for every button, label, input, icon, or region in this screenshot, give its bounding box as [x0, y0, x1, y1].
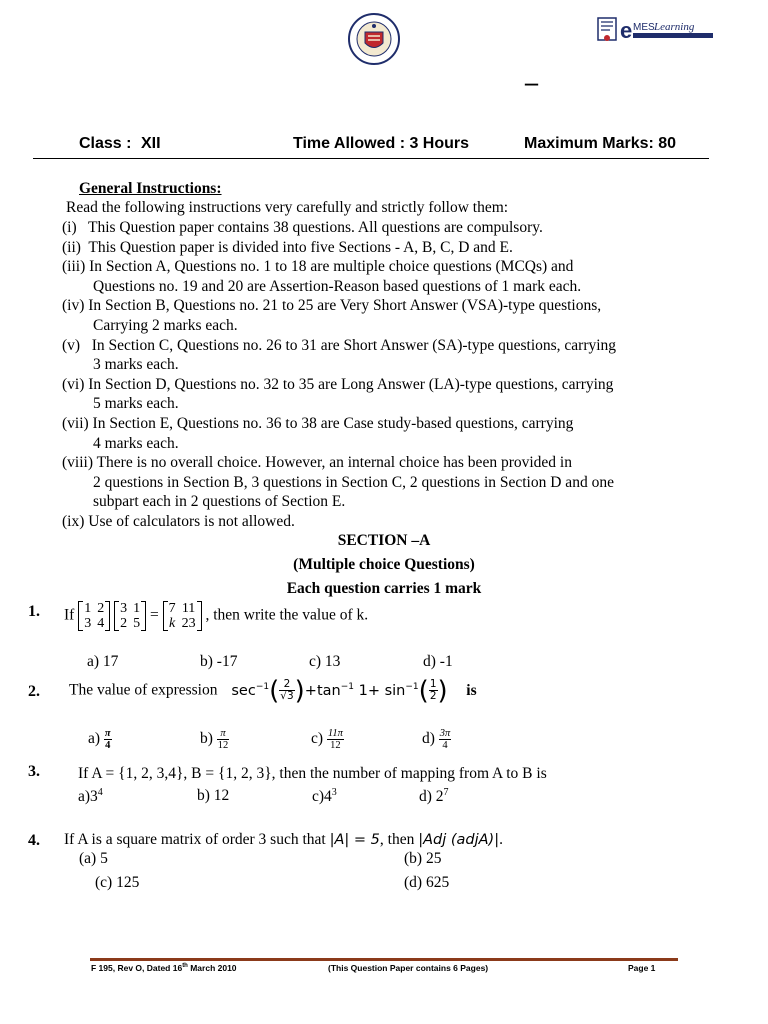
question-1-text — [64, 601, 368, 631]
question-number: 3. — [28, 763, 40, 780]
matrix-cell: k — [168, 616, 176, 631]
fraction-den: 4 — [105, 740, 111, 751]
left-paren: ( — [269, 675, 280, 706]
question-4-end: . — [499, 831, 503, 848]
inverse-superscript: −1 — [255, 681, 270, 692]
maximum-marks: Maximum Marks: 80 — [524, 135, 677, 152]
matrix-cell: 4 — [97, 616, 105, 631]
section-note: Each question carries 1 mark — [286, 580, 482, 597]
option-label: b) — [200, 730, 213, 748]
footer-page-count: (This Question Paper contains 6 Pages) — [328, 963, 489, 973]
question-1-prefix: If — [64, 606, 75, 624]
svg-text:e: e — [620, 18, 633, 43]
fraction — [217, 728, 230, 751]
question-1-suffix: , then write the value of k. — [205, 606, 369, 624]
section-subtitle: (Multiple choice Questions) — [293, 556, 475, 573]
matrix-a — [78, 601, 110, 631]
option-b: (b) 25 — [404, 850, 442, 867]
option-label: c) — [311, 730, 324, 748]
question-number: 2. — [28, 683, 40, 700]
fraction-num: 1 — [429, 678, 437, 690]
option-a — [88, 728, 112, 751]
option-c: (c) 125 — [95, 874, 140, 891]
option-exponent: 7 — [443, 787, 449, 798]
instruction-item: 4 marks each. — [62, 435, 179, 452]
option-label: a) — [88, 730, 101, 748]
inverse-superscript: −1 — [405, 681, 419, 692]
footer-ref-date: March 2010 — [187, 963, 237, 973]
option-d — [419, 787, 449, 806]
tan-function: +tan — [304, 682, 341, 699]
option-d: d) -1 — [423, 653, 453, 670]
question-number: 1. — [28, 603, 40, 620]
question-4-mid: , then — [379, 831, 419, 848]
matrix-cell: 11 — [181, 601, 196, 616]
class-label: Class : — [79, 135, 132, 152]
option-exponent: 4 — [97, 787, 103, 798]
option-base: d) 2 — [419, 788, 444, 806]
fraction-den: 2 — [429, 690, 437, 702]
fraction-den: 4 — [442, 740, 448, 751]
instruction-item: (viii) There is no overall choice. However, an internal choice has been provided in — [62, 454, 572, 471]
question-3-text: If A = {1, 2, 3,4}, B = {1, 2, 3}, then the number of mapping from A to B is — [78, 765, 547, 782]
instruction-item: subpart each in 2 questions of Section E. — [62, 493, 346, 510]
option-base: c)4 — [312, 788, 332, 806]
matrix-cell: 5 — [133, 616, 141, 631]
matrix-c — [163, 601, 202, 631]
instruction-item: (iv) In Section B, Questions no. 21 to 25 are Very Short Answer (VSA)-type questions, — [62, 297, 602, 314]
sec-function: sec — [231, 682, 256, 699]
fraction-num: 2 — [279, 679, 294, 691]
instruction-item: 3 marks each. — [62, 356, 179, 373]
footer-document-ref — [91, 963, 237, 973]
option-a: (a) 5 — [79, 850, 108, 867]
fraction-num: 3π — [439, 728, 451, 739]
fraction-den: √3 — [280, 690, 294, 702]
option-c: c) 13 — [309, 653, 341, 670]
question-4-text — [64, 831, 503, 849]
matrix-cell: 1 — [133, 601, 141, 616]
fraction-den: 12 — [217, 740, 229, 751]
instruction-item: (iii) In Section A, Questions no. 1 to 18 are multiple choice questions (MCQs) and — [62, 258, 574, 275]
header-dash: – — [525, 68, 538, 97]
section-title: SECTION –A — [337, 532, 431, 549]
fraction — [104, 728, 112, 751]
matrix-cell: 3 — [120, 601, 128, 616]
question-2-suffix: is — [466, 681, 477, 699]
matrix-cell: 7 — [168, 601, 176, 616]
fraction — [327, 728, 344, 751]
option-label: d) — [422, 730, 435, 748]
question-4-lead: If A is a square matrix of order 3 such that — [64, 831, 330, 848]
instruction-item: 2 questions in Section B, 3 questions in Section C, 2 questions in Section D and one — [62, 474, 614, 491]
right-paren: ) — [437, 675, 448, 706]
header-rule — [33, 158, 709, 159]
fraction — [279, 679, 294, 702]
determinant-expression: |A| = 5 — [329, 832, 380, 848]
option-b — [197, 787, 229, 805]
fraction-num: π — [104, 728, 111, 739]
option-c — [312, 787, 337, 806]
option-a: a) 17 — [87, 653, 119, 670]
right-paren: ) — [294, 675, 305, 706]
inverse-superscript: −1 — [340, 681, 354, 692]
option-c — [311, 728, 344, 751]
emes-learning-logo — [596, 12, 720, 48]
svg-text:Learning: Learning — [654, 21, 695, 33]
class-value: XII — [141, 135, 161, 152]
option-b — [200, 728, 229, 751]
matrix-cell: 23 — [181, 616, 196, 631]
sin-function: 1+ sin — [358, 682, 406, 699]
fraction — [429, 679, 438, 702]
matrix-cell: 1 — [84, 601, 92, 616]
instruction-item: (i) This Question paper contains 38 questions. All questions are compulsory. — [62, 219, 543, 236]
expression — [231, 675, 452, 706]
instruction-item: (ix) Use of calculators is not allowed. — [62, 513, 295, 530]
matrix-cell: 3 — [84, 616, 92, 631]
option-a — [78, 787, 103, 806]
svg-text:MES: MES — [633, 22, 655, 33]
instructions-intro: Read the following instructions very carefully and strictly follow them: — [66, 199, 509, 216]
footer-ref-sup: th — [182, 963, 188, 970]
instruction-item: Carrying 2 marks each. — [62, 317, 238, 334]
option-d: (d) 625 — [404, 874, 450, 891]
instruction-item: (vi) In Section D, Questions no. 32 to 35 are Long Answer (LA)-type questions, carrying — [62, 376, 614, 393]
matrix-b — [114, 601, 146, 631]
fraction-num: π — [217, 728, 230, 740]
question-number: 4. — [28, 832, 40, 849]
instruction-item: (vii) In Section E, Questions no. 36 to 38 are Case study-based questions, carrying — [62, 415, 574, 432]
fraction-num: 11π — [327, 728, 343, 739]
fraction — [439, 728, 452, 751]
instruction-item: 5 marks each. — [62, 395, 179, 412]
option-base: b) 12 — [197, 787, 230, 804]
left-paren: ( — [418, 675, 429, 706]
question-2-text — [69, 675, 477, 706]
instructions-heading: General Instructions: — [79, 180, 222, 197]
instruction-item: (ii) This Question paper is divided into five Sections - A, B, C, D and E. — [62, 239, 513, 256]
matrix-cell: 2 — [97, 601, 105, 616]
footer-page-number: Page 1 — [628, 963, 656, 973]
instruction-item: Questions no. 19 and 20 are Assertion-Reason based questions of 1 mark each. — [62, 278, 582, 295]
fraction-den: 12 — [330, 740, 341, 751]
school-crest-logo — [347, 12, 401, 66]
option-d — [422, 728, 451, 751]
instruction-item: (v) In Section C, Questions no. 26 to 31 are Short Answer (SA)-type questions, carrying — [62, 337, 617, 354]
footer-ref-text: F 195, Rev O, Dated 16 — [91, 963, 183, 973]
option-b: b) -17 — [200, 653, 238, 670]
matrix-cell: 2 — [120, 616, 128, 631]
adjoint-expression: |Adj (adjA)| — [418, 832, 500, 848]
option-exponent: 3 — [331, 787, 337, 798]
footer-rule — [90, 958, 678, 961]
time-allowed: Time Allowed : 3 Hours — [293, 135, 470, 152]
equals-sign: = — [149, 606, 159, 624]
option-base: a)3 — [78, 788, 98, 806]
question-2-lead: The value of expression — [69, 681, 218, 699]
